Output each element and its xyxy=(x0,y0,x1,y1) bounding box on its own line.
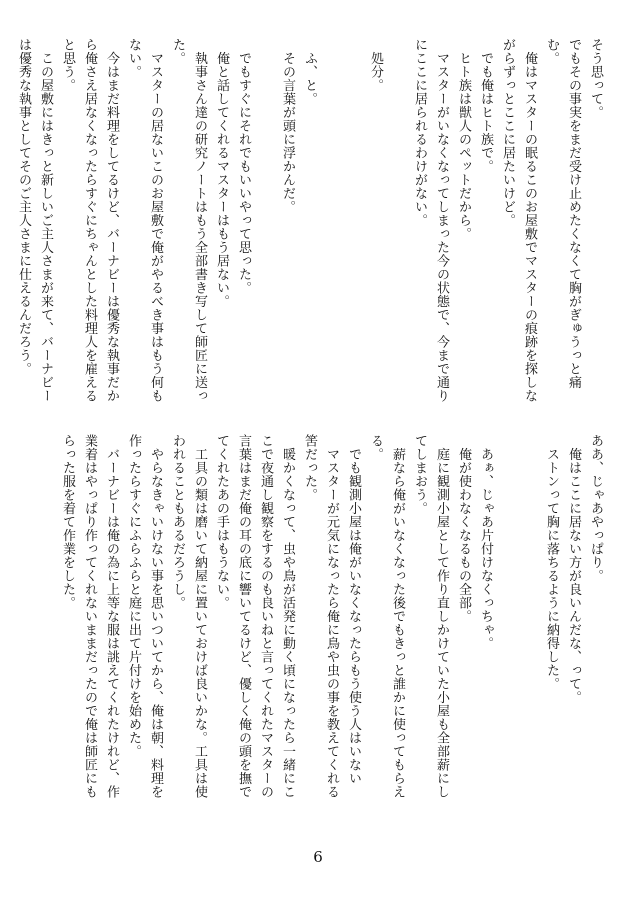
text-line: てしまおう。 xyxy=(412,434,427,515)
text-line xyxy=(496,434,518,802)
text-line: この屋敷にはきっと新しいご主人さまが来て、バーナビー xyxy=(38,38,53,403)
text-line xyxy=(386,38,408,410)
text-line: やらなきゃいけない事を思いついてから、俺は朝、料理を xyxy=(148,434,163,799)
text-line: た。 xyxy=(170,38,185,65)
text-line: がらずっとここに居たいけど。 xyxy=(500,38,515,227)
text-line: でも俺はヒト族で。 xyxy=(478,38,493,173)
text-line: 言葉はまだ俺の耳の底に響いてるけど、優しく俺の頭を撫で xyxy=(236,434,251,799)
text-line: マスターがいなくなってしまった今の状態で、今まで通り xyxy=(434,38,449,403)
text-line: ストンって胸に落ちるように納得した。 xyxy=(544,434,559,691)
text-line: 俺はここに居ない方が良いんだな、って。 xyxy=(566,434,581,704)
text-line: バーナビーは俺の為に上等な服は誂えてくれたけれど、作 xyxy=(104,434,119,799)
text-line: 執事さん達の研究ノートはもう全部書き写して師匠に送っ xyxy=(192,38,207,403)
text-line: 今はまだ料理をしてるけど、バーナビーは優秀な執事だか xyxy=(104,38,119,403)
text-line: る。 xyxy=(368,434,383,461)
text-line: でもすぐにそれでもいいやって思った。 xyxy=(236,38,251,295)
text-line: ない。 xyxy=(126,38,141,79)
text-line: こで夜通し観察をするのも良いねと言ってくれたマスターの xyxy=(258,434,273,799)
text-line: 俺はマスターの眠るこのお屋敷でマスターの痕跡を探しな xyxy=(522,38,537,403)
text-line: は優秀な執事としてそのご主人さまに仕えるんだろう。 xyxy=(16,38,31,376)
text-line: マスターの居ないこのお屋敷で俺がやるべき事はもう何も xyxy=(148,38,163,403)
text-line: 処分。 xyxy=(368,38,383,92)
text-line: でもその事実をまだ受け止めたくなくて胸がぎゅうっと痛 xyxy=(566,38,581,389)
text-line xyxy=(518,434,540,802)
text-line: む。 xyxy=(544,38,559,65)
text-line: ヒト族は獣人のペットだから。 xyxy=(456,38,471,241)
text-line: その言葉が頭に浮かんだ。 xyxy=(280,38,295,214)
page-number: 6 xyxy=(313,848,323,866)
text-line: 薪なら俺がいなくなった後でもきっと誰かに使ってもらえ xyxy=(390,434,405,799)
text-line xyxy=(342,38,364,410)
text-line: そう思って。 xyxy=(588,38,603,119)
text-line: われることもあるだろうし。 xyxy=(170,434,185,610)
text-line: でも観測小屋は俺がいなくなったらもう使う人はいない xyxy=(346,434,361,785)
text-line: てくれたあの手はもうない。 xyxy=(214,434,229,610)
text-line: にここに居られるわけがない。 xyxy=(412,38,427,227)
text-line: あぁ、じゃあ片付けなくっちゃ。 xyxy=(478,434,493,650)
text-line: ら俺さえ居なくなったらすぐにちゃんとした料理人を雇える xyxy=(82,38,97,403)
text-block-top xyxy=(16,38,606,410)
text-line: 俺が使わなくなるもの全部。 xyxy=(456,434,471,623)
text-line: 筈だった。 xyxy=(302,434,317,502)
text-line: 工具の類は磨いて納屋に置いておけば良いかな。工具は使 xyxy=(192,434,207,799)
text-line: 俺と話してくれるマスターはもう居ない。 xyxy=(214,38,229,308)
text-line xyxy=(320,38,342,410)
text-line: ふ、と。 xyxy=(302,38,317,106)
text-line: 庭に観測小屋として作り直しかけていた小屋も全部薪にし xyxy=(434,434,449,799)
text-line: 暖かくなって、虫や鳥が活発に動く頃になったら一緒にこ xyxy=(280,434,295,799)
text-line: マスターが元気になったら俺に鳥や虫の事を教えてくれる xyxy=(324,434,339,799)
text-line: ああ、じゃあやっぱり。 xyxy=(588,434,603,583)
text-line xyxy=(254,38,276,410)
text-line: らった服を着て作業をした。 xyxy=(60,434,75,610)
text-line: と思う。 xyxy=(60,38,75,92)
text-block-bottom xyxy=(51,434,606,802)
text-line: 業着はやっぱり作ってくれないままだったので俺は師匠にも xyxy=(82,434,97,799)
text-line: 作ったらすぐにふらふらと庭に出て片付けを始めた。 xyxy=(126,434,141,758)
